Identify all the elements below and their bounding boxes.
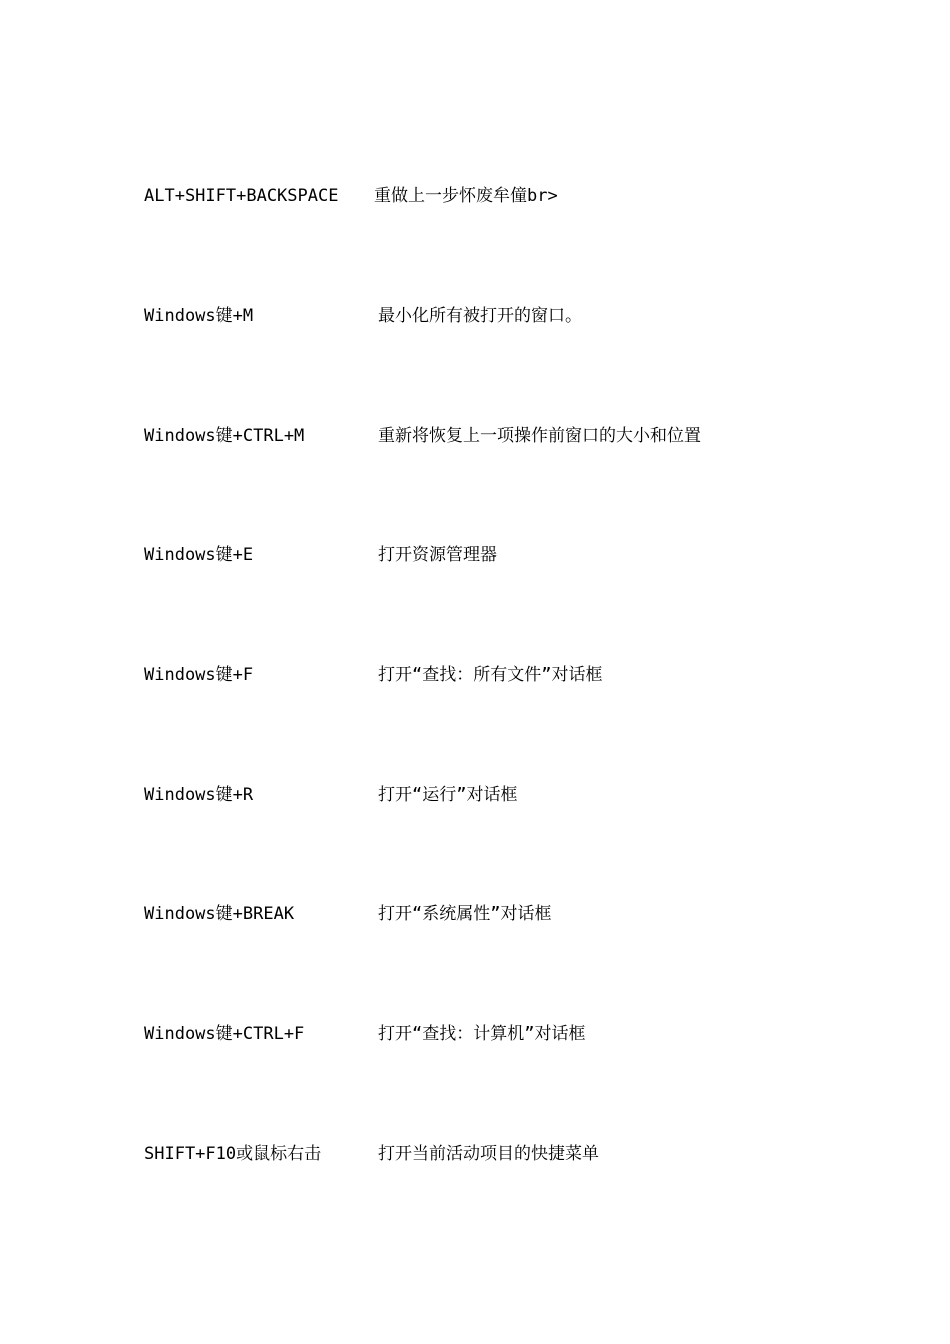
shortcut-row [144, 424, 844, 448]
shortcut-key: Windows键+M [144, 306, 254, 326]
shortcut-key: Windows键+E [144, 545, 254, 565]
shortcut-description: 打开“运行”对话框 [378, 785, 518, 805]
shortcut-row [144, 902, 844, 926]
shortcut-description: 打开“系统属性”对话框 [378, 904, 552, 924]
shortcut-description: 打开资源管理器 [378, 545, 497, 565]
shortcut-row [144, 1022, 844, 1046]
shortcut-row [144, 1142, 844, 1166]
shortcut-key: Windows键+F [144, 665, 254, 685]
shortcut-row [144, 184, 844, 208]
shortcut-row [144, 543, 844, 567]
shortcut-row [144, 783, 844, 807]
shortcut-key: Windows键+BREAK [144, 904, 295, 924]
shortcut-key: SHIFT+F10或鼠标右击 [144, 1144, 322, 1164]
shortcut-row [144, 304, 844, 328]
shortcut-description: 最小化所有被打开的窗口。 [378, 306, 582, 326]
shortcut-key: ALT+SHIFT+BACKSPACE [144, 186, 339, 206]
shortcut-description: 打开“查找：计算机”对话框 [378, 1024, 586, 1044]
shortcut-key: Windows键+CTRL+M [144, 426, 305, 446]
shortcut-key: Windows键+R [144, 785, 254, 805]
shortcut-description: 重做上一步怀废牟僮br> [374, 186, 558, 206]
shortcut-key: Windows键+CTRL+F [144, 1024, 305, 1044]
shortcut-row [144, 663, 844, 687]
shortcut-description: 重新将恢复上一项操作前窗口的大小和位置 [378, 426, 701, 446]
shortcut-description: 打开当前活动项目的快捷菜单 [378, 1144, 599, 1164]
shortcut-description: 打开“查找：所有文件”对话框 [378, 665, 603, 685]
